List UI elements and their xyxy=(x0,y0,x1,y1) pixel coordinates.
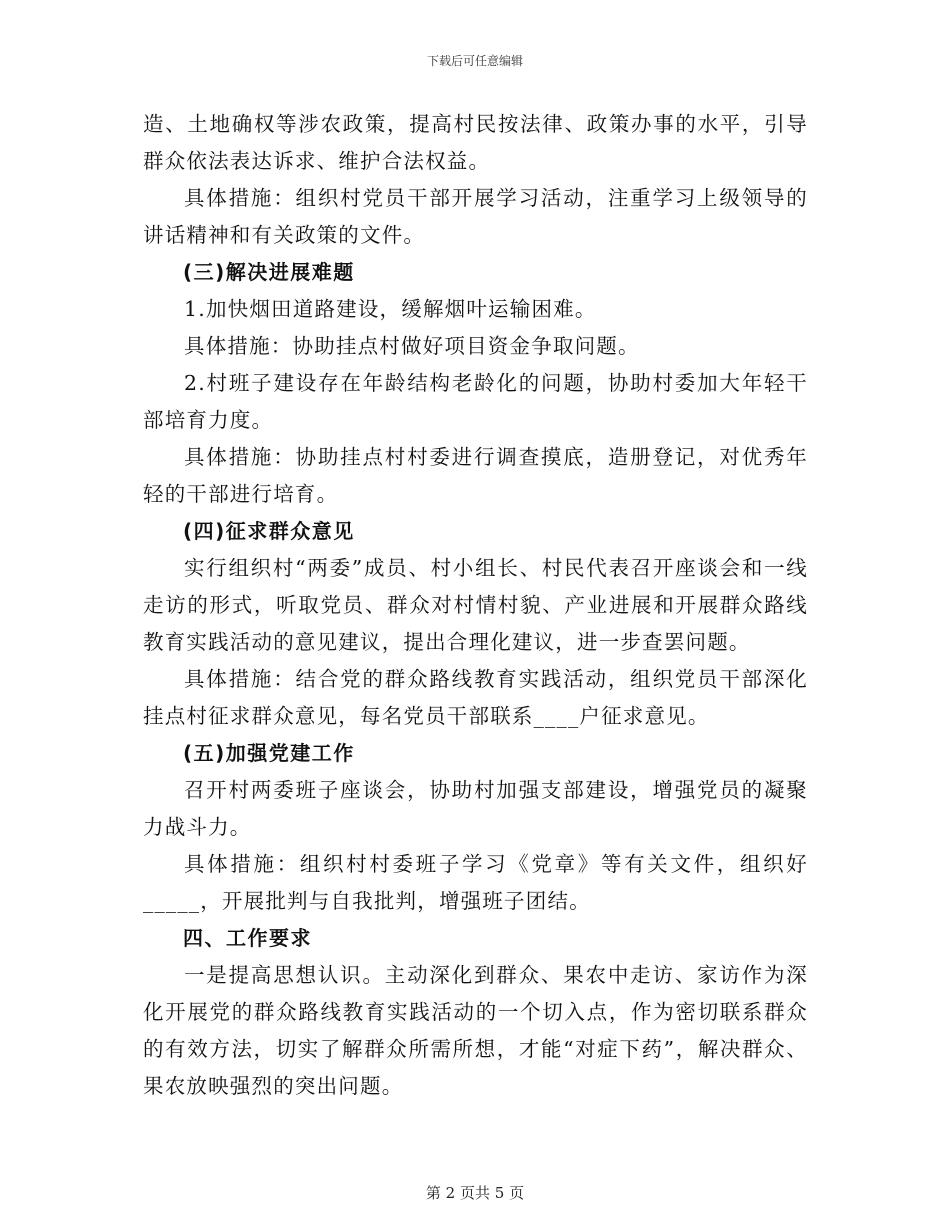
paragraph: 2.村班子建设存在年龄结构老龄化的问题，协助村委加大年轻干部培育力度。 xyxy=(143,371,808,432)
paragraph: 1.加快烟田道路建设，缓解烟叶运输困难。 xyxy=(184,297,597,321)
section-heading: (五)加强党建工作 xyxy=(183,741,355,765)
section-heading: (四)征求群众意见 xyxy=(183,519,355,543)
paragraph: 召开村两委班子座谈会，协助村加强支部建设，增强党员的凝聚力战斗力。 xyxy=(143,778,808,839)
paragraph: 具体措施：协助挂点村做好项目资金争取问题。 xyxy=(184,334,640,358)
paragraph: 具体措施：结合党的群众路线教育实践活动，组织党员干部深化挂点村征求群众意见，每名党员干部联系____户征求意见。 xyxy=(143,667,808,728)
page-header: 下载后可任意编辑 xyxy=(426,54,523,68)
document-body xyxy=(143,106,808,1105)
paragraph: 一是提高思想认识。主动深化到群众、果农中走访、家访作为深化开展党的群众路线教育实践活动的一个切入点，作为密切联系群众的有效方法，切实了解群众所需所想，才能“对症下药”，解决群众、果农放映强烈的突出问题。 xyxy=(143,963,808,1098)
paragraph: 具体措施：组织村村委班子学习《党章》等有关文件，组织好_____，开展批判与自我批判，增强班子团结。 xyxy=(143,852,808,913)
paragraph: 具体措施：组织村党员干部开展学习活动，注重学习上级领导的讲话精神和有关政策的文件。 xyxy=(143,186,808,247)
section-heading: (三)解决进展难题 xyxy=(183,260,355,284)
paragraph: 实行组织村“两委”成员、村小组长、村民代表召开座谈会和一线走访的形式，听取党员、群众对村情村貌、产业进展和开展群众路线教育实践活动的意见建议，提出合理化建议，进一步查罢问题。 xyxy=(143,556,808,654)
paragraph: 具体措施：协助挂点村村委进行调查摸底，造册登记，对优秀年轻的干部进行培育。 xyxy=(143,445,808,506)
page-footer: 第 2 页共 5 页 xyxy=(425,1184,525,1202)
section-heading: 四、工作要求 xyxy=(183,926,312,950)
paragraph: 造、土地确权等涉农政策，提高村民按法律、政策办事的水平，引导群众依法表达诉求、维护合法权益。 xyxy=(143,112,808,173)
